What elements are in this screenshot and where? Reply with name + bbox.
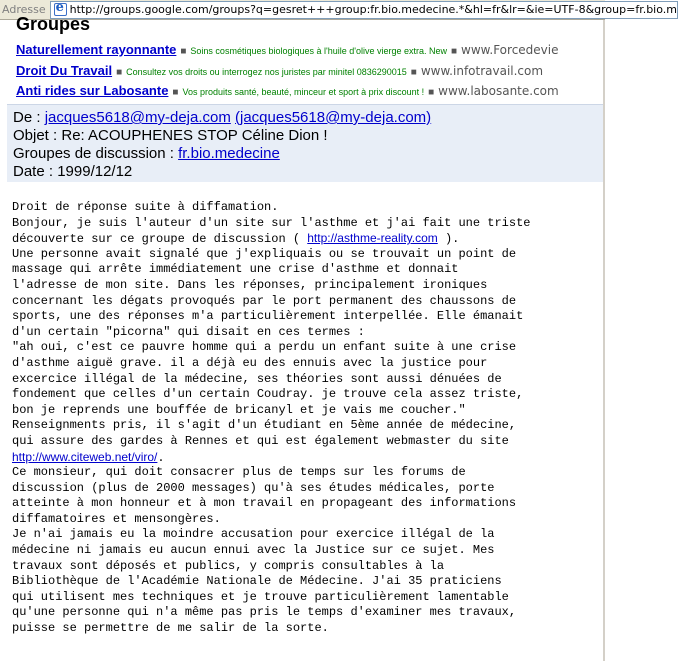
sponsored-link-url[interactable]: www.Forcedevie bbox=[461, 43, 559, 57]
body-line-suffix: ). bbox=[437, 232, 460, 247]
sponsored-link-url[interactable]: www.infotravail.com bbox=[420, 64, 544, 78]
subject-label: Objet : bbox=[13, 127, 58, 144]
sponsored-link-desc: Vos produits santé, beauté, minceur et sport à prix discount ! bbox=[182, 87, 425, 97]
body-line: massage qui arrête immédiatement une crise d'asthme et donnait bbox=[12, 262, 459, 277]
body-line: Bibliothèque de l'Académie Nationale de Médecine. J'ai 35 praticiens bbox=[12, 574, 502, 589]
body-line-text: découverte sur ce groupe de discussion ( bbox=[12, 232, 308, 247]
body-line: d'un certain "picorna" qui disait en ces termes : bbox=[12, 324, 365, 339]
body-line: l'adresse de mon site. Dans les réponses, principalement ironiques bbox=[12, 277, 488, 292]
body-line: Une personne avait signalé que j'expliquais ou se trouvait un point de bbox=[12, 246, 517, 261]
body-line: travaux sont déposés et publics, y compris consultables à la bbox=[12, 558, 445, 573]
sponsored-link-row bbox=[16, 83, 559, 98]
asthme-reality-link[interactable]: http://asthme-reality.com bbox=[307, 231, 438, 246]
bullet-icon: ■ bbox=[116, 67, 123, 78]
window-edge bbox=[603, 20, 605, 661]
body-line: Bonjour, je suis l'auteur d'un site sur l'asthme et j'ai fait une triste bbox=[12, 215, 531, 230]
body-line: d'asthme aiguë grave. il a déjà eu des ennuis avec la justice pour bbox=[12, 355, 488, 370]
date-line bbox=[13, 163, 132, 180]
sponsored-link-title[interactable]: Naturellement rayonnante bbox=[16, 42, 177, 57]
sponsored-link-row bbox=[16, 42, 559, 57]
sponsored-link-desc: Consultez vos droits ou interrogez nos juristes par minitel 0836290015 bbox=[126, 67, 407, 77]
from-email-link[interactable]: jacques5618@my-deja.com bbox=[44, 109, 231, 126]
body-line: Droit de réponse suite à diffamation. bbox=[12, 200, 279, 214]
date-label: Date : bbox=[13, 163, 54, 180]
body-line: concernant les dégats provoqués par le port permanent des chaussons de bbox=[12, 293, 517, 308]
bullet-icon: ■ bbox=[428, 87, 435, 98]
bullet-icon: ■ bbox=[410, 67, 417, 78]
body-line: "ah oui, c'est ce pauvre homme qui a perdu un enfant suite à une crise bbox=[12, 340, 517, 355]
address-label: Adresse bbox=[2, 3, 46, 16]
groups-label: Groupes de discussion : bbox=[13, 145, 174, 162]
sponsored-link-row bbox=[16, 63, 543, 78]
body-line: Je n'ai jamais eu la moindre accusation pour exercice illégal de la bbox=[12, 527, 495, 542]
body-line: puisse se permettre de me salir de la sorte. bbox=[12, 621, 329, 636]
groups-line bbox=[13, 145, 280, 162]
body-line bbox=[12, 231, 602, 247]
body-line: qui utilisent mes techniques et je trouve particulièrement lamentable bbox=[12, 589, 509, 604]
bullet-icon: ■ bbox=[451, 46, 458, 57]
body-line: excercice illégal de la médecine, ses théories sont aussi dénuées de bbox=[12, 371, 502, 386]
body-line bbox=[12, 450, 602, 466]
sponsored-link-desc: Soins cosmétiques biologiques à l'huile d'olive vierge extra. New bbox=[190, 46, 447, 56]
bullet-icon: ■ bbox=[172, 87, 179, 98]
bullet-icon: ■ bbox=[180, 46, 187, 57]
message-body bbox=[12, 200, 602, 637]
body-line: sports, une des réponses m'a particulièrement interpellée. Elle émanait bbox=[12, 309, 524, 324]
body-line: médecine ni jamais eu aucun ennui avec la Justice sur ce sujet. Mes bbox=[12, 543, 495, 558]
citeweb-link[interactable]: http://www.citeweb.net/viro/ bbox=[12, 449, 158, 464]
body-line-suffix: . bbox=[157, 450, 165, 465]
sponsored-link-title[interactable]: Droit Du Travail bbox=[16, 63, 113, 78]
body-line: qui assure des gardes à Rennes et qui est également webmaster du site bbox=[12, 433, 509, 448]
body-line: qu'une personne qui n'a même pas pris le temps d'examiner mes travaux, bbox=[12, 605, 517, 620]
body-line: discussion (plus de 2000 messages) qu'à ses études médicales, porte bbox=[12, 480, 495, 495]
from-label: De : bbox=[13, 109, 41, 126]
message-header bbox=[7, 104, 605, 182]
date-text: 1999/12/12 bbox=[57, 163, 133, 180]
body-line: Ce monsieur, qui doit consacrer plus de temps sur les forums de bbox=[12, 465, 466, 480]
body-line: Renseignments pris, il s'agit d'un étudiant en 5ème année de médecine, bbox=[12, 418, 517, 433]
sponsored-link-title[interactable]: Anti rides sur Labosante bbox=[16, 83, 169, 98]
body-line: fondement que celles d'un certain Coudray. je trouve cela assez triste, bbox=[12, 387, 524, 402]
address-url[interactable]: http://groups.google.com/groups?q=gesret+++group:fr.bio.medecine.*&hl=fr&lr=&ie=UTF-8&group=fr.bio.m bbox=[69, 3, 677, 16]
address-input[interactable] bbox=[50, 1, 678, 19]
group-link[interactable]: fr.bio.medecine bbox=[178, 145, 280, 162]
subject-line bbox=[13, 127, 328, 144]
sponsored-link-url[interactable]: www.labosante.com bbox=[438, 84, 559, 98]
from-name-link[interactable]: (jacques5618@my-deja.com) bbox=[235, 109, 432, 126]
from-line bbox=[13, 109, 431, 126]
subject-text: Re: ACOUPHENES STOP Céline Dion ! bbox=[61, 127, 328, 144]
page-title: Groupes bbox=[16, 14, 91, 34]
body-line: diffamatoires et mensongères. bbox=[12, 511, 221, 526]
body-line: atteinte à mon honneur et à mon travail en propageant des informations bbox=[12, 496, 517, 511]
address-bar bbox=[0, 0, 677, 20]
body-line: bon je reprends une bouffée de bricanyl et je vais me coucher." bbox=[12, 402, 466, 417]
